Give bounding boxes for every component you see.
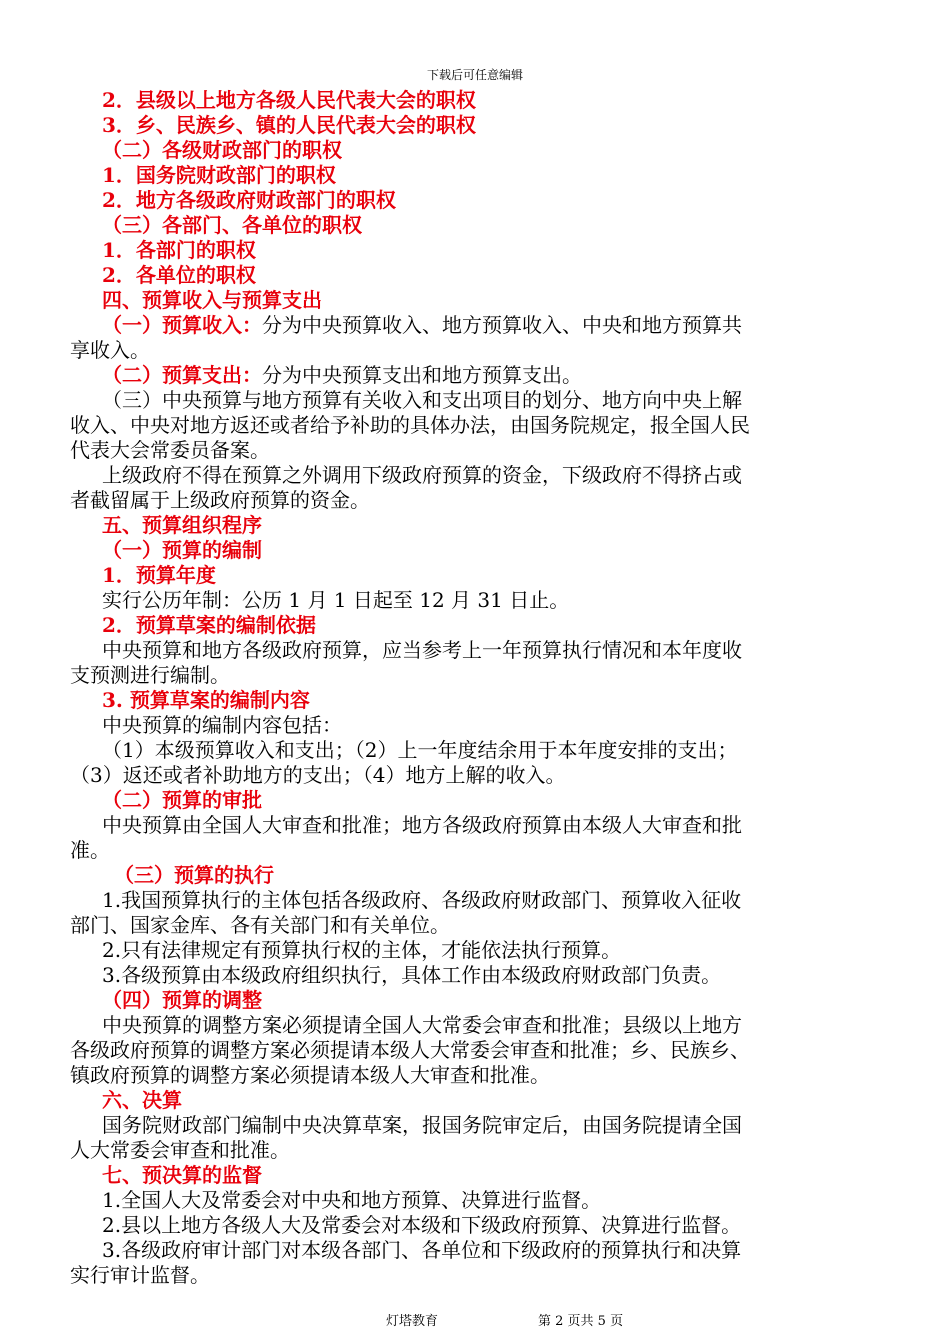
text-line	[70, 288, 882, 313]
text-line	[70, 913, 882, 938]
body-text: 2.只有法律规定有预算执行权的主体，才能依法执行预算。	[102, 938, 622, 962]
text-line	[70, 313, 882, 338]
heading-text: 2．各单位的职权	[102, 263, 256, 287]
text-line	[70, 988, 882, 1013]
body-text: （1）本级预算收入和支出；（2）上一年度结余用于本年度安排的支出；	[102, 738, 738, 762]
heading-text: 1．预算年度	[102, 563, 216, 587]
text-line	[70, 438, 882, 463]
text-line	[70, 1113, 882, 1138]
text-line	[70, 1038, 882, 1063]
text-line	[70, 338, 882, 363]
text-line	[70, 713, 882, 738]
heading-text: 七、预决算的监督	[102, 1163, 262, 1187]
text-line	[70, 388, 882, 413]
heading-text: 3．乡、民族乡、镇的人民代表大会的职权	[102, 113, 476, 137]
text-line	[70, 938, 882, 963]
text-line	[70, 1213, 882, 1238]
text-line	[70, 113, 882, 138]
body-text: 中央预算的调整方案必须提请全国人大常委会审查和批准；县级以上地方	[102, 1013, 742, 1037]
text-line	[70, 863, 882, 888]
text-line	[70, 538, 882, 563]
heading-text: （三）预算的执行	[114, 863, 274, 887]
text-line	[70, 813, 882, 838]
heading-text: （二）预算的审批	[102, 788, 262, 812]
heading-text: 1．国务院财政部门的职权	[102, 163, 336, 187]
body-text: 1.全国人大及常委会对中央和地方预算、决算进行监督。	[102, 1188, 602, 1212]
footer-page-number: 第 2 页共 5 页	[538, 1314, 624, 1329]
heading-text: 2．预算草案的编制依据	[102, 613, 316, 637]
text-line	[70, 513, 882, 538]
document-body	[70, 88, 882, 1288]
heading-text: （二）预算支出：	[102, 363, 262, 387]
text-line	[70, 1088, 882, 1113]
heading-text: 2．县级以上地方各级人民代表大会的职权	[102, 88, 476, 112]
text-line	[70, 613, 882, 638]
body-text: 各级政府预算的调整方案必须提请本级人大常委会审查和批准；乡、民族乡、	[70, 1038, 750, 1062]
text-line	[70, 363, 882, 388]
text-line	[70, 488, 882, 513]
text-line	[70, 588, 882, 613]
footer-org: 灯塔教育	[386, 1314, 439, 1329]
body-text: 代表大会常委员备案。	[70, 438, 270, 462]
heading-text: 六、决算	[102, 1088, 182, 1112]
page-header: 下载后可任意编辑	[426, 68, 523, 82]
body-text: 上级政府不得在预算之外调用下级政府预算的资金，下级政府不得挤占或	[102, 463, 742, 487]
heading-text: 3. 预算草案的编制内容	[102, 688, 310, 712]
text-line	[70, 1063, 882, 1088]
text-line	[70, 238, 882, 263]
heading-text: （四）预算的调整	[102, 988, 262, 1012]
heading-text: （三）各部门、各单位的职权	[102, 213, 362, 237]
heading-text: （一）预算的编制	[102, 538, 262, 562]
body-text: 分为中央预算收入、地方预算收入、中央和地方预算共	[262, 313, 742, 337]
text-line	[70, 563, 882, 588]
body-text: 实行公历年制：公历 1 月 1 日起至 12 月 31 日止。	[102, 588, 570, 612]
body-text: 收入、中央对地方返还或者给予补助的具体办法，由国务院规定，报全国人民	[70, 413, 750, 437]
body-text: 人大常委会审查和批准。	[70, 1138, 290, 1162]
body-text: 享收入。	[70, 338, 150, 362]
text-line	[70, 1163, 882, 1188]
body-text: 2.县以上地方各级人大及常委会对本级和下级政府预算、决算进行监督。	[102, 1213, 742, 1237]
body-text: （3）返还或者补助地方的支出；（4）地方上解的收入。	[70, 763, 566, 787]
body-text: 3.各级预算由本级政府组织执行，具体工作由本级政府财政部门负责。	[102, 963, 722, 987]
heading-text: （二）各级财政部门的职权	[102, 138, 342, 162]
body-text: 中央预算由全国人大审查和批准；地方各级政府预算由本级人大审查和批	[102, 813, 742, 837]
text-line	[70, 688, 882, 713]
text-line	[70, 1263, 882, 1288]
text-line	[70, 738, 882, 763]
text-line	[70, 838, 882, 863]
text-line	[70, 888, 882, 913]
heading-text: 1．各部门的职权	[102, 238, 256, 262]
body-text: 者截留属于上级政府预算的资金。	[70, 488, 370, 512]
body-text: 部门、国家金库、各有关部门和有关单位。	[70, 913, 450, 937]
text-line	[70, 213, 882, 238]
text-line	[70, 413, 882, 438]
heading-text: 五、预算组织程序	[102, 513, 262, 537]
heading-text: （一）预算收入：	[102, 313, 262, 337]
text-line	[70, 138, 882, 163]
body-text: 实行审计监督。	[70, 1263, 210, 1287]
body-text: 镇政府预算的调整方案必须提请本级人大审查和批准。	[70, 1063, 550, 1087]
text-line	[70, 463, 882, 488]
text-line	[70, 1013, 882, 1038]
text-line	[70, 638, 882, 663]
heading-text: 四、预算收入与预算支出	[102, 288, 322, 312]
text-line	[70, 788, 882, 813]
text-line	[70, 263, 882, 288]
body-text: 支预测进行编制。	[70, 663, 230, 687]
text-line	[70, 1188, 882, 1213]
body-text: 中央预算和地方各级政府预算，应当参考上一年预算执行情况和本年度收	[102, 638, 742, 662]
body-text: 分为中央预算支出和地方预算支出。	[262, 363, 582, 387]
text-line	[70, 1238, 882, 1263]
text-line	[70, 1138, 882, 1163]
body-text: 1.我国预算执行的主体包括各级政府、各级政府财政部门、预算收入征收	[102, 888, 742, 912]
text-line	[70, 763, 882, 788]
text-line	[70, 163, 882, 188]
body-text: （三）中央预算与地方预算有关收入和支出项目的划分、地方向中央上解	[102, 388, 742, 412]
body-text: 准。	[70, 838, 110, 862]
body-text: 3.各级政府审计部门对本级各部门、各单位和下级政府的预算执行和决算	[102, 1238, 742, 1262]
body-text: 中央预算的编制内容包括：	[102, 713, 342, 737]
heading-text: 2．地方各级政府财政部门的职权	[102, 188, 396, 212]
text-line	[70, 88, 882, 113]
text-line	[70, 188, 882, 213]
body-text: 国务院财政部门编制中央决算草案，报国务院审定后，由国务院提请全国	[102, 1113, 742, 1137]
text-line	[70, 963, 882, 988]
text-line	[70, 663, 882, 688]
